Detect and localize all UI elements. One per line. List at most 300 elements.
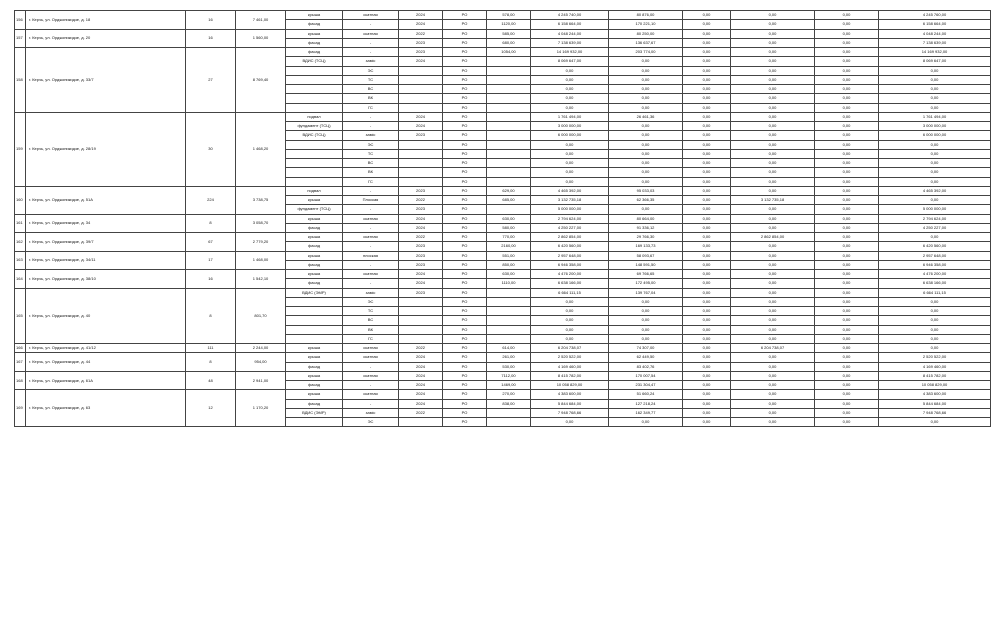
cost-col-3-cell: 0,00 xyxy=(815,362,879,371)
volume-cell xyxy=(487,307,531,316)
cost-col-2-cell: 0,00 xyxy=(731,325,815,334)
design-cost-cell: 139 767,04 xyxy=(609,288,683,297)
design-cost-cell: 58 093,67 xyxy=(609,251,683,260)
total-cost-cell: 6 204 738,07 xyxy=(531,344,609,353)
cost-col-4-cell: 6 638 166,00 xyxy=(879,279,991,288)
cost-col-2-cell: 0,00 xyxy=(731,214,815,223)
cost-col-1-cell: 0,00 xyxy=(683,362,731,371)
cost-col-1-cell: 0,00 xyxy=(683,186,731,195)
year-cell: 2024 xyxy=(399,279,443,288)
work-type-cell: крыша xyxy=(286,196,343,205)
table-row xyxy=(15,270,991,279)
total-cost-cell: 0,00 xyxy=(531,85,609,94)
area-cell: 801,70 xyxy=(236,288,286,344)
row-number-cell: 161 xyxy=(15,214,26,233)
work-subtype-cell: - xyxy=(343,223,399,232)
year-cell: 2022 xyxy=(399,408,443,417)
cost-col-3-cell: 0,00 xyxy=(815,418,879,427)
cost-col-4-cell: 4 476 200,00 xyxy=(879,270,991,279)
cost-col-4-cell: 4 250 227,00 xyxy=(879,223,991,232)
work-type-cell: фасад xyxy=(286,48,343,57)
year-cell: 2023 xyxy=(399,251,443,260)
cost-col-4-cell: 0,00 xyxy=(879,196,991,205)
executor-cell: РО xyxy=(443,399,487,408)
work-subtype-cell: заміс xyxy=(343,131,399,140)
cost-col-2-cell: 0,00 xyxy=(731,362,815,371)
volume-cell: 630,00 xyxy=(487,214,531,223)
cost-col-2-cell: 0,00 xyxy=(731,57,815,66)
cost-col-3-cell: 0,00 xyxy=(815,307,879,316)
design-cost-cell: 0,00 xyxy=(609,149,683,158)
cost-col-1-cell: 0,00 xyxy=(683,159,731,168)
cost-col-2-cell: 0,00 xyxy=(731,307,815,316)
cost-col-1-cell: 0,00 xyxy=(683,334,731,343)
work-type-cell: подвал xyxy=(286,186,343,195)
design-cost-cell: 170 221,10 xyxy=(609,20,683,29)
design-cost-cell: 231 304,47 xyxy=(609,381,683,390)
work-subtype-cell: ТС xyxy=(343,75,399,84)
executor-cell: РО xyxy=(443,334,487,343)
cost-col-1-cell: 0,00 xyxy=(683,75,731,84)
cost-col-2-cell: 0,00 xyxy=(731,149,815,158)
work-subtype-cell: ТС xyxy=(343,307,399,316)
cost-col-2-cell: 0,00 xyxy=(731,122,815,131)
volume-cell xyxy=(487,94,531,103)
volume-cell: 585,00 xyxy=(487,29,531,38)
address-cell: г. Керчь, ул. Орджоникидзе, д. 40 xyxy=(26,288,186,344)
executor-cell: РО xyxy=(443,85,487,94)
total-cost-cell: 0,00 xyxy=(531,103,609,112)
work-type-cell xyxy=(286,103,343,112)
volume-cell xyxy=(487,159,531,168)
executor-cell: РО xyxy=(443,353,487,362)
cost-col-3-cell: 0,00 xyxy=(815,399,879,408)
executor-cell: РО xyxy=(443,149,487,158)
work-subtype-cell: заміс xyxy=(343,288,399,297)
cost-col-3-cell: 0,00 xyxy=(815,279,879,288)
total-cost-cell: 7 138 639,00 xyxy=(531,38,609,47)
cost-col-4-cell: 0,00 xyxy=(879,316,991,325)
executor-cell: РО xyxy=(443,112,487,121)
volume-cell: 7112,00 xyxy=(487,371,531,380)
table-row xyxy=(15,11,991,20)
table-row xyxy=(15,390,991,399)
cost-col-2-cell: 0,00 xyxy=(731,75,815,84)
work-type-cell xyxy=(286,75,343,84)
cost-col-4-cell: 0,00 xyxy=(879,334,991,343)
volume-cell: 580,00 xyxy=(487,223,531,232)
executor-cell: РО xyxy=(443,205,487,214)
area-cell: 3 058,70 xyxy=(236,214,286,233)
cost-col-1-cell: 0,00 xyxy=(683,408,731,417)
cost-col-1-cell: 0,00 xyxy=(683,20,731,29)
work-type-cell xyxy=(286,159,343,168)
work-type-cell: ВДИС (ТСЦ) xyxy=(286,57,343,66)
cost-col-2-cell: 0,00 xyxy=(731,251,815,260)
cost-col-2-cell: 0,00 xyxy=(731,334,815,343)
cost-col-2-cell: 0,00 xyxy=(731,140,815,149)
total-cost-cell: 2 957 648,00 xyxy=(531,251,609,260)
cost-col-2-cell: 0,00 xyxy=(731,85,815,94)
total-cost-cell: 0,00 xyxy=(531,75,609,84)
cost-col-4-cell: 0,00 xyxy=(879,140,991,149)
volume-cell: 1054,00 xyxy=(487,48,531,57)
cost-col-4-cell: 0,00 xyxy=(879,344,991,353)
cost-col-3-cell: 0,00 xyxy=(815,344,879,353)
design-cost-cell: 62 366,35 xyxy=(609,196,683,205)
year-cell xyxy=(399,103,443,112)
volume-cell: 614,00 xyxy=(487,344,531,353)
work-subtype-cell: ЭС xyxy=(343,140,399,149)
work-type-cell: крыша xyxy=(286,390,343,399)
work-subtype-cell: скатная xyxy=(343,29,399,38)
floors-cell: 8 xyxy=(186,288,236,344)
row-number-cell: 159 xyxy=(15,112,26,186)
design-cost-cell: 0,00 xyxy=(609,168,683,177)
design-cost-cell: 136 637,67 xyxy=(609,38,683,47)
work-subtype-cell: ГС xyxy=(343,334,399,343)
design-cost-cell: 0,00 xyxy=(609,66,683,75)
work-type-cell: подвал xyxy=(286,112,343,121)
design-cost-cell: 0,00 xyxy=(609,334,683,343)
table-row xyxy=(15,353,991,362)
work-subtype-cell: - xyxy=(343,362,399,371)
work-subtype-cell: - xyxy=(343,399,399,408)
cost-col-2-cell: 0,00 xyxy=(731,408,815,417)
volume-cell: 770,00 xyxy=(487,233,531,242)
executor-cell: РО xyxy=(443,307,487,316)
year-cell xyxy=(399,307,443,316)
cost-col-1-cell: 0,00 xyxy=(683,29,731,38)
year-cell: 2022 xyxy=(399,29,443,38)
year-cell: 2024 xyxy=(399,223,443,232)
total-cost-cell: 4 465 392,00 xyxy=(531,186,609,195)
year-cell xyxy=(399,159,443,168)
work-subtype-cell: - xyxy=(343,20,399,29)
executor-cell: РО xyxy=(443,11,487,20)
floors-cell: 8 xyxy=(186,214,236,233)
executor-cell: РО xyxy=(443,297,487,306)
area-cell: 2 779,20 xyxy=(236,233,286,252)
cost-col-4-cell: 6 946 358,00 xyxy=(879,260,991,269)
work-subtype-cell: заміс xyxy=(343,57,399,66)
work-type-cell xyxy=(286,418,343,427)
total-cost-cell: 0,00 xyxy=(531,66,609,75)
cost-col-1-cell: 0,00 xyxy=(683,344,731,353)
cost-col-1-cell: 0,00 xyxy=(683,177,731,186)
year-cell: 2024 xyxy=(399,122,443,131)
executor-cell: РО xyxy=(443,316,487,325)
cost-col-4-cell: 0,00 xyxy=(879,159,991,168)
work-subtype-cell: ГС xyxy=(343,103,399,112)
cost-col-1-cell: 0,00 xyxy=(683,140,731,149)
year-cell: 2024 xyxy=(399,399,443,408)
cost-col-2-cell: 0,00 xyxy=(731,316,815,325)
area-cell: 1 560,00 xyxy=(236,29,286,48)
cost-col-4-cell: 0,00 xyxy=(879,233,991,242)
total-cost-cell: 4 245 740,00 xyxy=(531,11,609,20)
floors-cell: 16 xyxy=(186,11,236,30)
design-cost-cell: 203 774,00 xyxy=(609,48,683,57)
total-cost-cell: 6 946 358,00 xyxy=(531,260,609,269)
design-cost-cell: 91 336,12 xyxy=(609,223,683,232)
cost-col-1-cell: 0,00 xyxy=(683,251,731,260)
work-type-cell: ВДИС (ЭМР) xyxy=(286,408,343,417)
work-subtype-cell: ВК xyxy=(343,168,399,177)
cost-col-2-cell: 0,00 xyxy=(731,11,815,20)
cost-col-1-cell: 0,00 xyxy=(683,94,731,103)
cost-col-3-cell: 0,00 xyxy=(815,205,879,214)
executor-cell: РО xyxy=(443,122,487,131)
cost-col-1-cell: 0,00 xyxy=(683,288,731,297)
total-cost-cell: 7 948 768,66 xyxy=(531,408,609,417)
cost-col-3-cell: 0,00 xyxy=(815,159,879,168)
cost-col-1-cell: 0,00 xyxy=(683,149,731,158)
work-type-cell xyxy=(286,85,343,94)
total-cost-cell: 6 420 560,00 xyxy=(531,242,609,251)
total-cost-cell: 6 664 111,15 xyxy=(531,288,609,297)
design-cost-cell: 80 876,00 xyxy=(609,11,683,20)
year-cell: 2024 xyxy=(399,214,443,223)
work-type-cell: крыша xyxy=(286,353,343,362)
design-cost-cell: 0,00 xyxy=(609,205,683,214)
cost-col-4-cell: 3 000 000,00 xyxy=(879,122,991,131)
volume-cell xyxy=(487,177,531,186)
design-cost-cell: 26 461,36 xyxy=(609,112,683,121)
work-subtype-cell: скатная xyxy=(343,371,399,380)
cost-col-3-cell: 0,00 xyxy=(815,140,879,149)
work-subtype-cell: заміс xyxy=(343,408,399,417)
work-subtype-cell: скатная xyxy=(343,233,399,242)
volume-cell: 270,00 xyxy=(487,390,531,399)
cost-col-3-cell: 0,00 xyxy=(815,75,879,84)
design-cost-cell: 51 660,24 xyxy=(609,390,683,399)
floors-cell: 17 xyxy=(186,251,236,270)
total-cost-cell: 0,00 xyxy=(531,316,609,325)
cost-col-3-cell: 0,00 xyxy=(815,390,879,399)
volume-cell: 850,00 xyxy=(487,260,531,269)
year-cell: 2024 xyxy=(399,353,443,362)
executor-cell: РО xyxy=(443,196,487,205)
year-cell: 2024 xyxy=(399,57,443,66)
total-cost-cell: 0,00 xyxy=(531,159,609,168)
volume-cell xyxy=(487,316,531,325)
design-cost-cell: 172 495,00 xyxy=(609,279,683,288)
work-type-cell xyxy=(286,307,343,316)
work-type-cell: крыша xyxy=(286,371,343,380)
year-cell: 2023 xyxy=(399,48,443,57)
cost-col-2-cell: 0,00 xyxy=(731,288,815,297)
total-cost-cell: 4 169 460,00 xyxy=(531,362,609,371)
cost-col-3-cell: 0,00 xyxy=(815,149,879,158)
total-cost-cell: 0,00 xyxy=(531,325,609,334)
table-row xyxy=(15,112,991,121)
work-type-cell: фундамент (ТСЦ) xyxy=(286,205,343,214)
cost-col-1-cell: 0,00 xyxy=(683,399,731,408)
work-type-cell: фасад xyxy=(286,399,343,408)
cost-col-3-cell: 0,00 xyxy=(815,334,879,343)
cost-col-1-cell: 0,00 xyxy=(683,371,731,380)
design-cost-cell: 169 133,73 xyxy=(609,242,683,251)
year-cell: 2023 xyxy=(399,38,443,47)
design-cost-cell: 0,00 xyxy=(609,177,683,186)
total-cost-cell: 3 000 000,00 xyxy=(531,122,609,131)
cost-col-4-cell: 6 664 111,15 xyxy=(879,288,991,297)
cost-col-1-cell: 0,00 xyxy=(683,316,731,325)
cost-col-2-cell: 0,00 xyxy=(731,20,815,29)
year-cell xyxy=(399,85,443,94)
volume-cell xyxy=(487,325,531,334)
cost-col-3-cell: 0,00 xyxy=(815,288,879,297)
work-type-cell: крыша xyxy=(286,29,343,38)
work-subtype-cell: скатная xyxy=(343,214,399,223)
address-cell: г. Керчь, ул. Орджоникидзе, д. 28/19 xyxy=(26,112,186,186)
design-cost-cell: 80 664,00 xyxy=(609,214,683,223)
cost-col-2-cell: 6 204 738,07 xyxy=(731,344,815,353)
work-type-cell: фундамент (ТСЦ) xyxy=(286,122,343,131)
volume-cell xyxy=(487,418,531,427)
executor-cell: РО xyxy=(443,260,487,269)
cost-col-4-cell: 5 000 000,00 xyxy=(879,205,991,214)
floors-cell: 8 xyxy=(186,353,236,372)
cost-col-3-cell: 0,00 xyxy=(815,353,879,362)
cost-col-3-cell: 0,00 xyxy=(815,381,879,390)
total-cost-cell: 4 383 600,00 xyxy=(531,390,609,399)
total-cost-cell: 2 794 624,00 xyxy=(531,214,609,223)
total-cost-cell: 8 069 647,00 xyxy=(531,57,609,66)
cost-col-4-cell: 4 169 460,00 xyxy=(879,362,991,371)
cost-col-3-cell: 0,00 xyxy=(815,177,879,186)
work-subtype-cell: - xyxy=(343,279,399,288)
cost-col-4-cell: 0,00 xyxy=(879,168,991,177)
executor-cell: РО xyxy=(443,94,487,103)
executor-cell: РО xyxy=(443,75,487,84)
cost-col-2-cell: 0,00 xyxy=(731,38,815,47)
cost-col-4-cell: 8 069 647,00 xyxy=(879,57,991,66)
work-type-cell: фасад xyxy=(286,38,343,47)
total-cost-cell: 0,00 xyxy=(531,418,609,427)
work-type-cell: фасад xyxy=(286,260,343,269)
cost-col-2-cell: 0,00 xyxy=(731,131,815,140)
cost-col-3-cell: 0,00 xyxy=(815,316,879,325)
cost-col-4-cell: 0,00 xyxy=(879,297,991,306)
year-cell: 2022 xyxy=(399,233,443,242)
year-cell xyxy=(399,297,443,306)
cost-col-1-cell: 0,00 xyxy=(683,279,731,288)
address-cell: г. Керчь, ул. Орджоникидзе, д. 39/7 xyxy=(26,233,186,252)
executor-cell: РО xyxy=(443,381,487,390)
executor-cell: РО xyxy=(443,344,487,353)
total-cost-cell: 6 158 664,00 xyxy=(531,20,609,29)
cost-col-1-cell: 0,00 xyxy=(683,103,731,112)
executor-cell: РО xyxy=(443,390,487,399)
total-cost-cell: 8 415 782,00 xyxy=(531,371,609,380)
executor-cell: РО xyxy=(443,29,487,38)
cost-col-4-cell: 0,00 xyxy=(879,418,991,427)
work-subtype-cell: Плоская xyxy=(343,196,399,205)
year-cell: 2023 xyxy=(399,186,443,195)
work-type-cell xyxy=(286,297,343,306)
cost-col-2-cell: 0,00 xyxy=(731,223,815,232)
area-cell: 1 170,20 xyxy=(236,390,286,427)
year-cell xyxy=(399,177,443,186)
executor-cell: РО xyxy=(443,233,487,242)
row-number-cell: 168 xyxy=(15,371,26,390)
floors-cell: 30 xyxy=(186,112,236,186)
cost-col-4-cell: 1 761 494,00 xyxy=(879,112,991,121)
volume-cell: 261,00 xyxy=(487,353,531,362)
work-type-cell xyxy=(286,66,343,75)
cost-col-3-cell: 0,00 xyxy=(815,214,879,223)
cost-col-1-cell: 0,00 xyxy=(683,11,731,20)
work-subtype-cell: - xyxy=(343,122,399,131)
executor-cell: РО xyxy=(443,38,487,47)
year-cell: 2023 xyxy=(399,242,443,251)
work-type-cell xyxy=(286,334,343,343)
work-subtype-cell: ТС xyxy=(343,149,399,158)
cost-col-2-cell: 0,00 xyxy=(731,399,815,408)
work-type-cell: фасад xyxy=(286,279,343,288)
total-cost-cell: 5 844 684,00 xyxy=(531,399,609,408)
volume-cell: 2160,00 xyxy=(487,242,531,251)
year-cell: 2022 xyxy=(399,344,443,353)
executor-cell: РО xyxy=(443,168,487,177)
row-number-cell: 166 xyxy=(15,344,26,353)
total-cost-cell: 10 058 829,00 xyxy=(531,381,609,390)
work-subtype-cell: ВК xyxy=(343,94,399,103)
design-cost-cell: 0,00 xyxy=(609,85,683,94)
cost-col-2-cell: 0,00 xyxy=(731,48,815,57)
work-type-cell xyxy=(286,316,343,325)
cost-col-4-cell: 4 245 760,00 xyxy=(879,11,991,20)
row-number-cell: 158 xyxy=(15,48,26,113)
work-subtype-cell: скатная xyxy=(343,270,399,279)
volume-cell xyxy=(487,85,531,94)
executor-cell: РО xyxy=(443,242,487,251)
floors-cell: 48 xyxy=(186,371,236,390)
cost-col-4-cell: 4 383 600,00 xyxy=(879,390,991,399)
year-cell: 2024 xyxy=(399,371,443,380)
total-cost-cell: 4 250 227,00 xyxy=(531,223,609,232)
cost-col-2-cell: 0,00 xyxy=(731,390,815,399)
design-cost-cell: 0,00 xyxy=(609,325,683,334)
work-type-cell xyxy=(286,140,343,149)
cost-col-1-cell: 0,00 xyxy=(683,196,731,205)
year-cell: 2024 xyxy=(399,270,443,279)
year-cell xyxy=(399,316,443,325)
year-cell: 2022 xyxy=(399,196,443,205)
cost-col-1-cell: 0,00 xyxy=(683,168,731,177)
year-cell xyxy=(399,75,443,84)
volume-cell xyxy=(487,140,531,149)
area-cell: 954,00 xyxy=(236,353,286,372)
year-cell xyxy=(399,325,443,334)
row-number-cell: 162 xyxy=(15,233,26,252)
executor-cell: РО xyxy=(443,371,487,380)
cost-col-3-cell: 0,00 xyxy=(815,260,879,269)
table-row xyxy=(15,233,991,242)
total-cost-cell: 4 476 200,00 xyxy=(531,270,609,279)
work-subtype-cell: ВС xyxy=(343,159,399,168)
volume-cell xyxy=(487,122,531,131)
cost-col-4-cell: 0,00 xyxy=(879,149,991,158)
cost-col-2-cell: 0,00 xyxy=(731,242,815,251)
volume-cell: 530,00 xyxy=(487,362,531,371)
address-cell: г. Керчь, ул. Орджоникидзе, д. 51А xyxy=(26,186,186,214)
work-subtype-cell: - xyxy=(343,381,399,390)
cost-col-1-cell: 0,00 xyxy=(683,297,731,306)
cost-col-1-cell: 0,00 xyxy=(683,381,731,390)
